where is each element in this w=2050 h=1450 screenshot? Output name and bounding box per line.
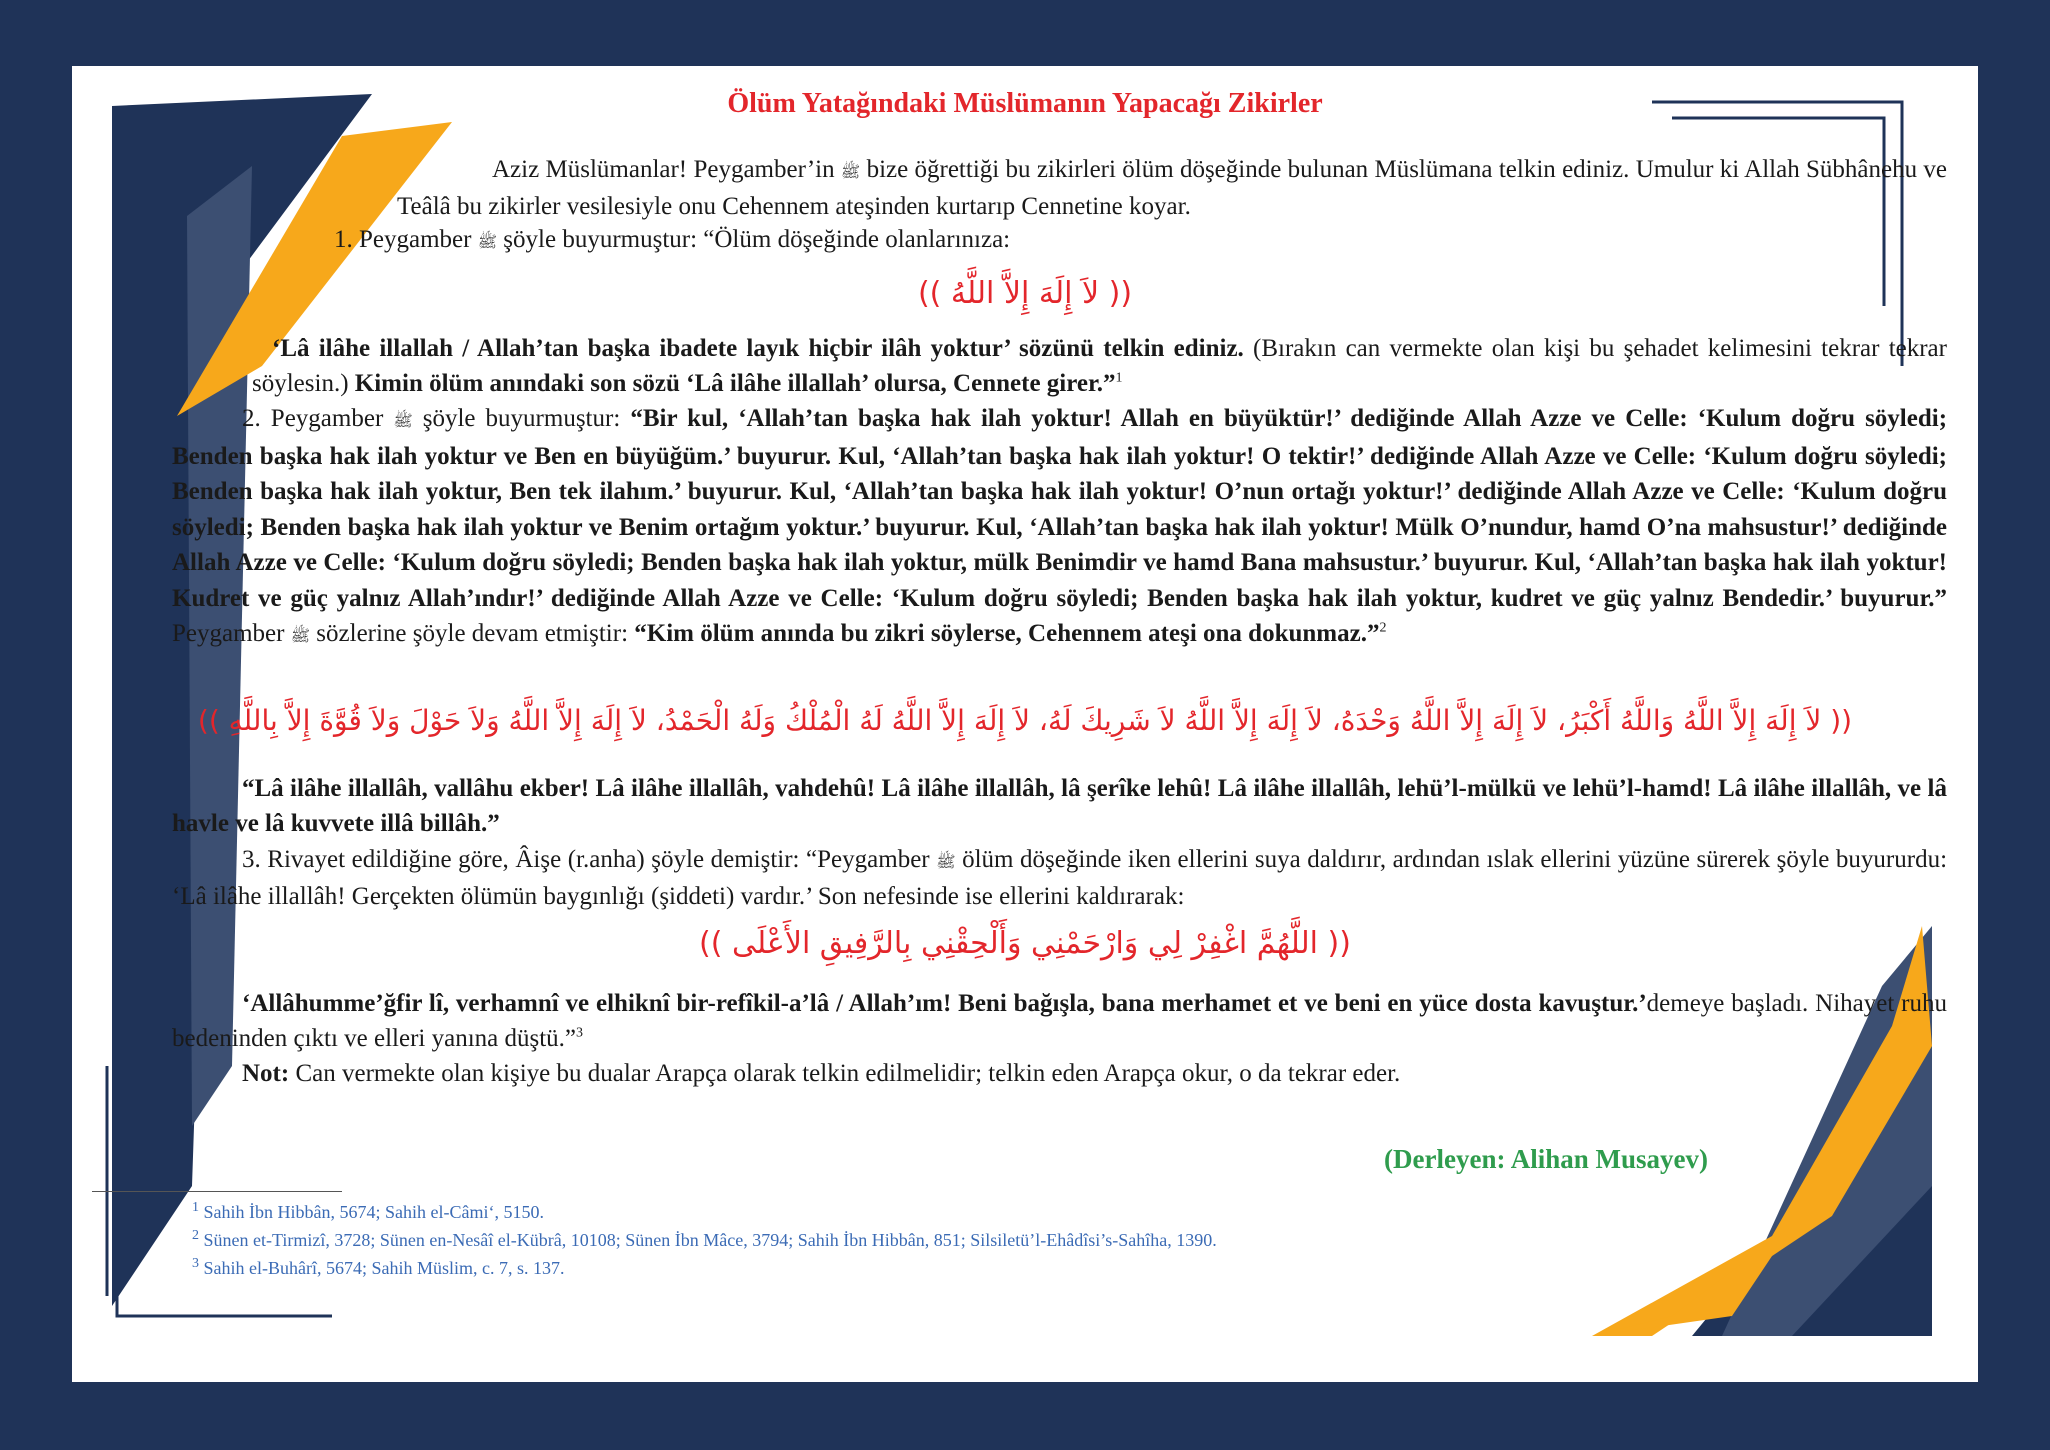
item2-post: şöyle buyurmuştur: <box>422 405 621 432</box>
item1-pre: 1. Peygamber <box>334 226 472 253</box>
note-paragraph <box>172 1056 1947 1091</box>
note-text: Can vermekte olan kişiye bu dualar Arapça olarak telkin edilmelidir; telkin eden Arapça okur, o da tekrar eder. <box>295 1060 1401 1087</box>
item2-cont-bold: “Kim ölüm anında bu zikri söylerse, Cehennem ateşi ona dokunmaz.” <box>634 620 1380 647</box>
item1-normal-1: (Bırakın can vermekte olan kişi bu şehadet kelimesini tekrar tekrar söylesin.) <box>252 335 1947 397</box>
item2-arabic: (( لاَ إِلَهَ إِلاَّ اللَّهُ وَاللَّهُ أَكْبَرُ، لاَ إِلَهَ إِلاَّ اللَّهُ وَحْدَهُ، لاَ إِلَهَ إِلاَّ اللَّهُ لاَ شَرِيكَ لَهُ، لاَ إِلَهَ إِلاَّ اللَّهُ لَهُ الْمُلْكُ وَلَهُ الْحَمْدُ، لاَ إِلَهَ إِلاَّ اللَّهُ وَلاَ حَوْلَ وَلاَ قُوَّةَ إِلاَّ بِاللَّهِ )) <box>197 704 1853 737</box>
item2-pre: 2. Peygamber <box>242 405 384 432</box>
salla-glyph: ﷺ <box>290 626 311 645</box>
item3-arabic: (( اللَّهُمَّ اغْفِرْ لِي وَارْحَمْنِي وَأَلْحِقْنِي بِالرَّفِيقِ الأَعْلَى )) <box>699 926 1351 961</box>
footnote-text-1: Sahih İbn Hibbân, 5674; Sahih el-Câmi‘, 5150. <box>203 1202 544 1222</box>
item1-intro <box>334 222 1934 259</box>
item1-bold-2: Kimin ölüm anındaki son sözü ‘Lâ ilâhe illallah’ olursa, Cennete girer.” <box>354 370 1116 397</box>
item3-bold: ‘Allâhumme’ğfir lî, verhamnî ve elhiknî bir-refîkil-a’lâ / Allah’ım! Beni bağışla, bana merhamet et ve beni en yüce dosta kavuştur.’ <box>242 990 1647 1017</box>
intro-paragraph <box>397 152 1947 224</box>
salla-glyph: ﷺ <box>477 232 498 251</box>
item3-translation <box>172 986 1947 1056</box>
salla-glyph: ﷺ <box>840 162 861 181</box>
salla-glyph: ﷺ <box>936 852 956 871</box>
footnote-ref-3: 3 <box>576 1025 584 1041</box>
signature: (Derleyen: Alihan Musayev) <box>1384 1144 1708 1174</box>
intro-text-2: bize öğrettiği bu zikirleri ölüm döşeğinde bulunan Müslümana telkin ediniz. Umulur ki Allah Sübhânehu ve Teâlâ bu zikirler vesilesiyle onu Cehennem ateşinden kurtarıp Cennetine koyar. <box>397 156 1948 220</box>
footnote-ref-1: 1 <box>1115 370 1123 386</box>
note-label: Not: <box>242 1060 290 1087</box>
footnote-text-2: Sünen et-Tirmizî, 3728; Sünen en-Nesâî el-Kübrâ, 10108; Sünen İbn Mâce, 3794; Sahih İbn Hibbân, 851; Silsiletü’l-Ehâdîsi’s-Sahîha, 1390. <box>203 1230 1217 1250</box>
footnote-num-3: 3 <box>192 1256 199 1271</box>
item2-translit-text: “Lâ ilâhe illallâh, vallâhu ekber! Lâ ilâhe illallâh, vahdehû! Lâ ilâhe illallâh, lâ şerîke lehû! Lâ ilâhe illallâh, lehü’l-mülkü ve lehü’l-hamd! Lâ ilâhe illallâh, ve lâ havle ve lâ kuvvete illâ billâh.” <box>172 775 1947 837</box>
item1-translation <box>252 331 1947 401</box>
footnote-3 <box>192 1256 564 1280</box>
item3-post: ölüm döşeğinde iken ellerini suya daldırır, ardından ıslak ellerini yüzüne sürerek şöyle buyururdu: ‘Lâ ilâhe illallâh! Gerçekten ölümün baygınlığı (şiddeti) vardır.’ Son nefesinde ise ellerini kaldırarak: <box>172 846 1948 910</box>
intro-text-1: Aziz Müslümanlar! Peygamber’in <box>492 156 835 183</box>
content-area <box>72 66 1978 1382</box>
item3-normal: demeye başladı. Nihayet ruhu bedeninden çıktı ve elleri yanına düştü.” <box>172 990 1947 1052</box>
item2-cont-post: sözlerine şöyle devam etmiştir: <box>316 620 629 647</box>
item1-arabic: (( لاَ إِلَهَ إِلاَّ اللَّهُ )) <box>917 276 1133 311</box>
footnote-1 <box>192 1200 544 1224</box>
footnote-text-3: Sahih el-Buhârî, 5674; Sahih Müslim, c. 7, s. 137. <box>203 1258 565 1278</box>
item3-pre: 3. Rivayet edildiğine göre, Âişe (r.anha) şöyle demiştir: “Peygamber <box>242 846 930 873</box>
document-page <box>72 66 1978 1382</box>
footnote-num-1: 1 <box>192 1200 199 1215</box>
footnote-2 <box>192 1228 1217 1252</box>
page-title: Ölüm Yatağındaki Müslümanın Yapacağı Zikirler <box>727 88 1323 119</box>
item1-post: şöyle buyurmuştur: “Ölüm döşeğinde olanlarınıza: <box>503 226 1011 253</box>
salla-glyph: ﷺ <box>393 411 413 430</box>
footnote-ref-2: 2 <box>1379 620 1387 636</box>
item1-bold-1: ‘Lâ ilâhe illallah / Allah’tan başka ibadete layık hiçbir ilâh yoktur’ sözünü telkin ediniz. <box>272 335 1244 362</box>
footnote-divider <box>92 1191 342 1192</box>
item3-paragraph <box>172 842 1947 914</box>
item2-paragraph <box>172 401 1947 654</box>
footnote-num-2: 2 <box>192 1228 199 1243</box>
item2-cont-pre: Peygamber <box>172 620 285 647</box>
item2-hadith: “Bir kul, ‘Allah’tan başka hak ilah yoktur! Allah en büyüktür!’ dediğinde Allah Azze ve Celle: ‘Kulum doğru söyledi; Benden başka hak ilah yoktur ve Ben en büyüğüm.’ buyurur. Kul, ‘Allah’tan başka hak ilah yoktur! O tektir!’ dediğinde Allah Azze ve Celle: ‘Kulum doğru söyledi; Benden başka hak ilah yoktur, Ben tek ilahım.’ buyurur. Kul, ‘Allah’tan başka hak ilah yoktur! O’nun ortağı yoktur!’ dediğinde Allah Azze ve Celle: ‘Kulum doğru söyledi; Benden başka hak ilah yoktur ve Benim ortağım yoktur.’ buyurur. Kul, ‘Allah’tan başka hak ilah yoktur! Mülk O’nundur, hamd O’na mahsustur!’ dediğinde Allah Azze ve Celle: ‘Kulum doğru söyledi; Benden başka hak ilah yoktur, mülk Benimdir ve hamd Bana mahsustur.’ buyurur. Kul, ‘Allah’tan başka hak ilah yoktur! Kudret ve güç yalnız Allah’ındır!’ dediğinde Allah Azze ve Celle: ‘Kulum doğru söyledi; Benden başka hak ilah yoktur, kudret ve güç yalnız Bendedir.’ buyurur.” <box>172 405 1948 612</box>
item2-transliteration <box>172 771 1947 841</box>
